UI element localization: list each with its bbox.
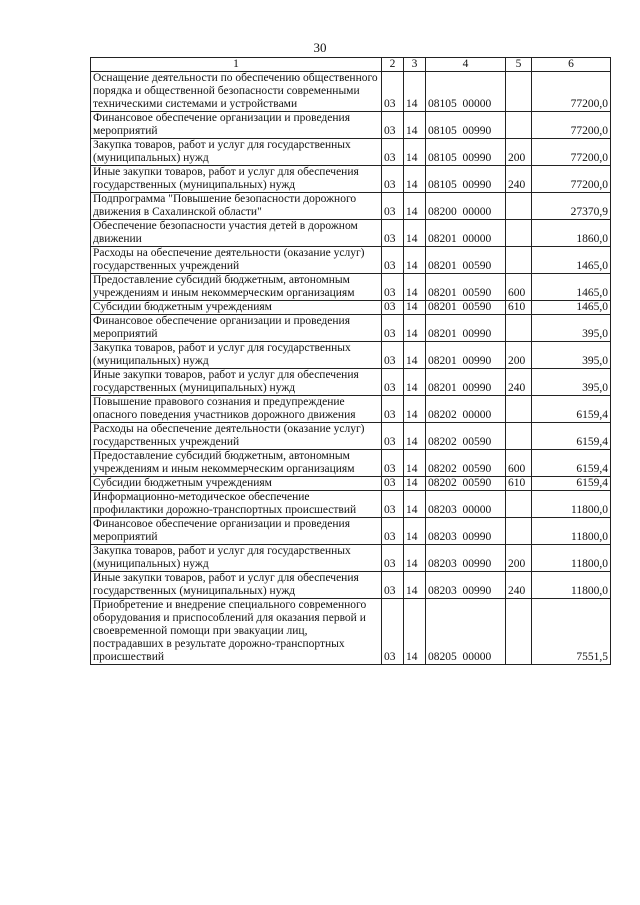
row-c3-cell: 14: [404, 518, 426, 545]
table-row: [91, 599, 611, 665]
row-c3-cell: 14: [404, 166, 426, 193]
row-name-cell: Иные закупки товаров, работ и услуг для обеспечения государственных (муниципальных) нужд: [91, 166, 382, 193]
row-c2-cell: 03: [382, 301, 404, 315]
row-name-cell: Субсидии бюджетным учреждениям: [91, 301, 382, 315]
row-c4-cell: 08201 00590: [426, 274, 506, 301]
row-name-cell: Расходы на обеспечение деятельности (оказание услуг) государственных учреждений: [91, 247, 382, 274]
table-row: [91, 545, 611, 572]
row-c6-cell: 7551,5: [532, 599, 611, 665]
row-c6-cell: 77200,0: [532, 139, 611, 166]
table-row: [91, 193, 611, 220]
row-c4-cell: 08202 00590: [426, 450, 506, 477]
row-name-cell: Закупка товаров, работ и услуг для государственных (муниципальных) нужд: [91, 139, 382, 166]
row-c6-cell: 11800,0: [532, 545, 611, 572]
row-c2-cell: 03: [382, 220, 404, 247]
table-row: [91, 166, 611, 193]
row-c6-cell: 1465,0: [532, 274, 611, 301]
row-c5-cell: 200: [506, 545, 532, 572]
row-name-cell: Обеспечение безопасности участия детей в дорожном движении: [91, 220, 382, 247]
row-c3-cell: 14: [404, 477, 426, 491]
row-c3-cell: 14: [404, 247, 426, 274]
row-c5-cell: 200: [506, 342, 532, 369]
row-name-cell: Информационно-методическое обеспечение профилактики дорожно-транспортных происшествий: [91, 491, 382, 518]
row-c2-cell: 03: [382, 274, 404, 301]
row-c6-cell: 1465,0: [532, 301, 611, 315]
row-c3-cell: 14: [404, 491, 426, 518]
row-name-cell: Подпрограмма "Повышение безопасности дорожного движения в Сахалинской области": [91, 193, 382, 220]
row-c6-cell: 11800,0: [532, 572, 611, 599]
table-row: [91, 491, 611, 518]
row-c2-cell: 03: [382, 315, 404, 342]
page-number: 30: [313, 40, 327, 55]
budget-table: [90, 57, 611, 665]
row-c4-cell: 08203 00000: [426, 491, 506, 518]
row-c4-cell: 08201 00990: [426, 315, 506, 342]
row-c6-cell: 6159,4: [532, 423, 611, 450]
row-c2-cell: 03: [382, 491, 404, 518]
row-c6-cell: 6159,4: [532, 477, 611, 491]
row-c3-cell: 14: [404, 369, 426, 396]
row-c6-cell: 27370,9: [532, 193, 611, 220]
header-col-4: 4: [426, 58, 506, 72]
row-c4-cell: 08201 00990: [426, 342, 506, 369]
row-c6-cell: 1465,0: [532, 247, 611, 274]
row-c3-cell: 14: [404, 599, 426, 665]
row-c5-cell: 610: [506, 301, 532, 315]
row-c4-cell: 08202 00590: [426, 423, 506, 450]
row-name-cell: Финансовое обеспечение организации и проведения мероприятий: [91, 518, 382, 545]
row-c4-cell: 08201 00990: [426, 369, 506, 396]
row-c4-cell: 08105 00000: [426, 72, 506, 112]
header-col-6: 6: [532, 58, 611, 72]
header-col-2: 2: [382, 58, 404, 72]
row-c2-cell: 03: [382, 423, 404, 450]
row-c6-cell: 1860,0: [532, 220, 611, 247]
row-name-cell: Оснащение деятельности по обеспечению общественного порядка и общественной безопасности современными техническими системами и устройствами: [91, 72, 382, 112]
row-c3-cell: 14: [404, 572, 426, 599]
row-c6-cell: 77200,0: [532, 112, 611, 139]
row-c5-cell: 600: [506, 450, 532, 477]
row-c5-cell: [506, 220, 532, 247]
row-c4-cell: 08105 00990: [426, 139, 506, 166]
table-row: [91, 369, 611, 396]
table-row: [91, 477, 611, 491]
row-c5-cell: [506, 491, 532, 518]
row-c4-cell: 08201 00590: [426, 247, 506, 274]
row-c2-cell: 03: [382, 139, 404, 166]
row-c4-cell: 08203 00990: [426, 545, 506, 572]
row-c3-cell: 14: [404, 112, 426, 139]
row-c3-cell: 14: [404, 220, 426, 247]
row-c5-cell: 240: [506, 369, 532, 396]
row-name-cell: Расходы на обеспечение деятельности (оказание услуг) государственных учреждений: [91, 423, 382, 450]
row-c5-cell: 600: [506, 274, 532, 301]
row-c6-cell: 395,0: [532, 315, 611, 342]
row-c5-cell: [506, 247, 532, 274]
row-c6-cell: 395,0: [532, 342, 611, 369]
row-c3-cell: 14: [404, 72, 426, 112]
row-c4-cell: 08203 00990: [426, 572, 506, 599]
row-c5-cell: [506, 423, 532, 450]
row-c2-cell: 03: [382, 342, 404, 369]
row-c3-cell: 14: [404, 450, 426, 477]
row-c4-cell: 08205 00000: [426, 599, 506, 665]
row-name-cell: Предоставление субсидий бюджетным, автономным учреждениям и иным некоммерческим организациям: [91, 450, 382, 477]
table-row: [91, 247, 611, 274]
row-c5-cell: 240: [506, 166, 532, 193]
row-c5-cell: [506, 193, 532, 220]
row-c3-cell: 14: [404, 545, 426, 572]
table-row: [91, 139, 611, 166]
row-c6-cell: 77200,0: [532, 166, 611, 193]
header-col-3: 3: [404, 58, 426, 72]
row-c5-cell: 240: [506, 572, 532, 599]
row-c3-cell: 14: [404, 139, 426, 166]
header-col-5: 5: [506, 58, 532, 72]
table-row: [91, 315, 611, 342]
row-c6-cell: 11800,0: [532, 491, 611, 518]
row-c6-cell: 395,0: [532, 369, 611, 396]
row-c2-cell: 03: [382, 518, 404, 545]
row-c6-cell: 77200,0: [532, 72, 611, 112]
table-row: [91, 220, 611, 247]
header-col-1: 1: [91, 58, 382, 72]
table-row: [91, 518, 611, 545]
row-c2-cell: 03: [382, 193, 404, 220]
table-row: [91, 423, 611, 450]
row-c2-cell: 03: [382, 72, 404, 112]
row-c2-cell: 03: [382, 572, 404, 599]
table-row: [91, 396, 611, 423]
row-c5-cell: [506, 599, 532, 665]
row-c5-cell: [506, 112, 532, 139]
row-c5-cell: [506, 315, 532, 342]
row-c5-cell: 200: [506, 139, 532, 166]
row-name-cell: Повышение правового сознания и предупреждение опасного поведения участников дорожного движения: [91, 396, 382, 423]
row-c5-cell: 610: [506, 477, 532, 491]
row-c4-cell: 08202 00590: [426, 477, 506, 491]
row-c4-cell: 08201 00000: [426, 220, 506, 247]
table-row: [91, 450, 611, 477]
row-c3-cell: 14: [404, 342, 426, 369]
row-name-cell: Закупка товаров, работ и услуг для государственных (муниципальных) нужд: [91, 545, 382, 572]
table-row: [91, 274, 611, 301]
row-name-cell: Субсидии бюджетным учреждениям: [91, 477, 382, 491]
row-c2-cell: 03: [382, 545, 404, 572]
row-c5-cell: [506, 396, 532, 423]
row-c3-cell: 14: [404, 396, 426, 423]
row-c5-cell: [506, 518, 532, 545]
row-c4-cell: 08202 00000: [426, 396, 506, 423]
row-c3-cell: 14: [404, 193, 426, 220]
table-row: [91, 572, 611, 599]
row-c2-cell: 03: [382, 166, 404, 193]
row-c2-cell: 03: [382, 450, 404, 477]
row-name-cell: Финансовое обеспечение организации и проведения мероприятий: [91, 315, 382, 342]
table-row: [91, 112, 611, 139]
table-row: [91, 342, 611, 369]
row-c2-cell: 03: [382, 477, 404, 491]
row-c5-cell: [506, 72, 532, 112]
row-c6-cell: 6159,4: [532, 450, 611, 477]
row-c4-cell: 08201 00590: [426, 301, 506, 315]
row-name-cell: Иные закупки товаров, работ и услуг для обеспечения государственных (муниципальных) нужд: [91, 369, 382, 396]
row-c4-cell: 08203 00990: [426, 518, 506, 545]
row-c3-cell: 14: [404, 315, 426, 342]
row-c4-cell: 08200 00000: [426, 193, 506, 220]
row-c3-cell: 14: [404, 274, 426, 301]
table-row: [91, 72, 611, 112]
row-c4-cell: 08105 00990: [426, 112, 506, 139]
row-name-cell: Закупка товаров, работ и услуг для государственных (муниципальных) нужд: [91, 342, 382, 369]
row-c2-cell: 03: [382, 247, 404, 274]
row-c4-cell: 08105 00990: [426, 166, 506, 193]
row-c2-cell: 03: [382, 599, 404, 665]
row-c6-cell: 6159,4: [532, 396, 611, 423]
row-c2-cell: 03: [382, 369, 404, 396]
row-name-cell: Иные закупки товаров, работ и услуг для обеспечения государственных (муниципальных) нужд: [91, 572, 382, 599]
row-name-cell: Предоставление субсидий бюджетным, автономным учреждениям и иным некоммерческим организациям: [91, 274, 382, 301]
table-header-row: [91, 58, 611, 72]
row-c6-cell: 11800,0: [532, 518, 611, 545]
table-row: [91, 301, 611, 315]
row-c3-cell: 14: [404, 301, 426, 315]
row-name-cell: Приобретение и внедрение специального современного оборудования и приспособлений для оказания первой и своевременной помощи при эвакуации лиц, пострадавших в результате дорожно-транспортных происшествий: [91, 599, 382, 665]
row-c2-cell: 03: [382, 112, 404, 139]
row-name-cell: Финансовое обеспечение организации и проведения мероприятий: [91, 112, 382, 139]
row-c2-cell: 03: [382, 396, 404, 423]
row-c3-cell: 14: [404, 423, 426, 450]
